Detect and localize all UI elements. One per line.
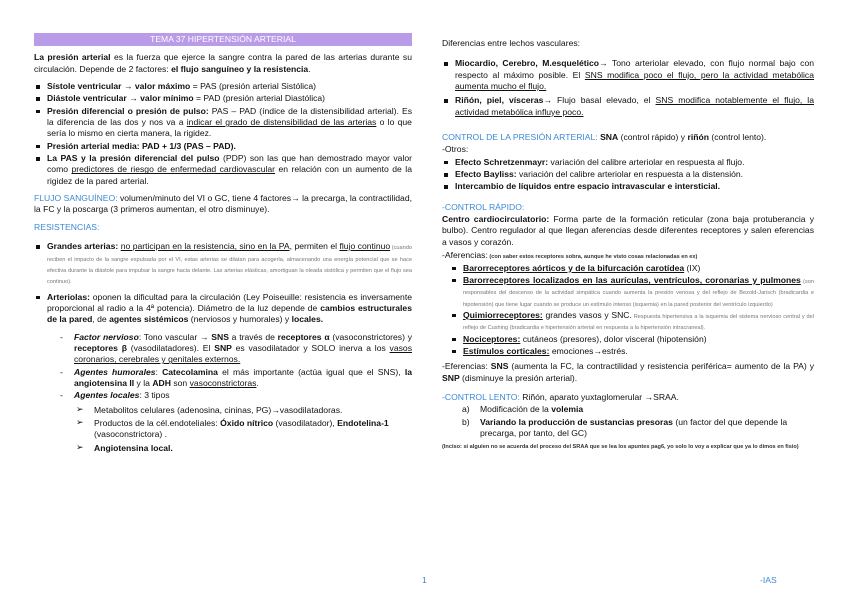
item-text: son	[170, 377, 190, 388]
item-bold: Intercambio de líquidos entre espacio intravascular e intersticial.	[455, 181, 721, 192]
centro-paragraph	[442, 214, 814, 248]
item-bold: Centro cardiocirculatorio:	[442, 214, 550, 225]
item-small-note: (cuando reciben el impacto de la sangre expulsada por el VI, estas arterias se dilatan para acogerla, almacenando una energía potencial que se hace efectiva durante la diástole para impulsar la sangre hacia delante. Las arterias elásticas, amortiguan la oleada sistólica y permiten que el flujo sea continuo).	[47, 245, 412, 286]
control-label: CONTROL DE LA PRESIÓN ARTERIAL:	[442, 132, 598, 143]
item-underlined: Estímulos corticales:	[463, 345, 550, 356]
list-item	[442, 275, 814, 309]
list-item	[34, 106, 412, 140]
item-bold: receptores α	[277, 331, 330, 342]
item-text: o lo que sería lo mismo en cierta manera, la rigidez.	[47, 117, 412, 139]
flujo-paragraph	[34, 193, 412, 216]
list-item	[442, 263, 814, 274]
list-item	[34, 241, 412, 286]
item-bold: ADH	[152, 377, 171, 388]
item-text: (control lento).	[708, 132, 767, 143]
item-term: Diástole ventricular → valor mínimo	[47, 93, 194, 104]
diferencias-heading: Diferencias entre lechos vasculares:	[442, 38, 581, 48]
item-text: variación del calibre arteriolar en respuesta al flujo.	[548, 156, 745, 167]
item-text: (aumenta la FC, la contractilidad y resistencia periférica= aumento de la PA) y	[508, 361, 814, 372]
item-bold: la angiotensina II	[74, 366, 412, 388]
item-label: Factor nervioso	[74, 331, 139, 342]
item-term: Sístole ventricular → valor máximo	[47, 81, 191, 92]
item-text: (vasoconstrictora) .	[94, 429, 168, 440]
item-text: .	[256, 377, 259, 388]
item-bold: cambios estructurales de la pared	[47, 302, 412, 325]
item-bold: receptores β	[74, 342, 127, 353]
item-text: : Tono vascular →	[138, 331, 212, 342]
item-bold: Efecto Schretzenmayr:	[455, 156, 549, 167]
item-bold: volemia	[551, 404, 584, 415]
list-item	[76, 405, 412, 416]
list-item	[442, 169, 814, 180]
item-text: cutáneos (presores), dolor visceral (hipotensión)	[520, 333, 707, 344]
item-text: (un factor del que depende la precarga, por tanto, del GC)	[480, 416, 788, 438]
list-item	[34, 81, 412, 92]
list-item	[34, 141, 412, 152]
list-item	[462, 404, 814, 415]
list-item	[462, 417, 814, 440]
item-text: Forma parte de la formación reticular (zona baja protuberancia y bulbo). Centro regulador al que llegan aferencias desde diferentes receptores y salen eferencias a vasos y corazón.	[442, 214, 814, 247]
item-text: (control rápido) y	[618, 132, 688, 143]
item-text: (vasodilatador),	[273, 417, 338, 428]
list-item	[442, 346, 814, 357]
flujo-label: FLUJO SANGUÍNEO:	[34, 193, 118, 204]
list-item	[76, 418, 412, 441]
aferencias-list	[442, 263, 814, 358]
list-item	[442, 95, 814, 118]
item-bold: SNP	[214, 342, 232, 353]
list-item	[34, 93, 412, 104]
item-small-note: Respuesta hipertensiva a la isquemia del sistema nervioso central y del reflejo de Cushing (bradicardia e hipertensión arterial en respuesta a la hipertensión intracraneal).	[463, 313, 814, 332]
item-term: Presión arterial media: PAD + 1/3 (PAS – PAD).	[47, 140, 236, 151]
list-item	[442, 58, 814, 92]
item-text: el más importante (actúa igual que el SNS),	[217, 366, 405, 377]
item-term: Presión diferencial o presión de pulso:	[47, 105, 209, 116]
item-bold: Efecto Bayliss:	[455, 169, 517, 180]
item-underlined: predictores de riesgo de enfermedad cardiovascular	[71, 164, 276, 175]
flujo-text: volumen/minuto del VI o GC, tiene 4 factores→ la precarga, la contractilidad, la FC y la poscarga (3 primeros aumentan, el otro disminuye).	[34, 193, 412, 215]
item-bold: Angiotensina local.	[94, 442, 173, 453]
item-text: y la	[134, 377, 153, 388]
item-bold: Variando la producción de sustancias presoras	[480, 416, 673, 427]
item-text: : 3 tipos	[139, 390, 170, 401]
item-term: Grandes arterias:	[47, 241, 119, 252]
list-item	[34, 153, 412, 187]
item-bold: Catecolamina	[162, 366, 218, 377]
item-bold: SNA	[600, 132, 619, 143]
item-underlined: no participan en la resistencia, sino en la PA	[120, 241, 290, 252]
pressure-list	[34, 81, 412, 187]
locales-list	[76, 405, 412, 454]
intro-term: La presión arterial	[34, 52, 111, 63]
item-text: PAS – PAD (índice de la distensibilidad arterial). Es la diferencia de las dos y nos va a	[47, 105, 412, 128]
item-text: :	[155, 366, 163, 377]
page-number: 1	[422, 575, 427, 585]
item-text: en relación con un aumento de la rigidez de la pared arterial.	[47, 164, 412, 186]
item-text: variación del calibre arteriolar en respuesta a la distensión.	[516, 169, 744, 180]
item-underlined: Nociceptores:	[463, 333, 521, 344]
item-underlined: vasos coronarios, cerebrales y genitales externos.	[74, 342, 412, 365]
item-bold: riñón	[687, 132, 709, 143]
item-text: , permiten el	[289, 241, 340, 252]
item-bold: Óxido nítrico	[220, 417, 274, 428]
item-text: (vasodilatadores). El	[126, 342, 215, 353]
right-column	[442, 38, 814, 451]
item-text: = PAD (presión arterial Diastólica)	[193, 93, 326, 104]
item-underlined: indicar el grado de distensibilidad de las arterias	[186, 117, 377, 128]
left-column	[34, 33, 412, 456]
control-heading	[442, 132, 814, 143]
intro-end: .	[308, 63, 311, 74]
item-text: grandes vasos y SNC.	[542, 309, 632, 320]
aferencias-line	[442, 250, 814, 261]
item-underlined: vasoconstrictoras	[189, 377, 257, 388]
item-underlined: Barorreceptores localizados en las aurículas, ventrículos, coronarias y pulmones	[463, 274, 801, 285]
list-item	[76, 443, 412, 454]
page-title: TEMA 37 HIPERTENSIÓN ARTERIAL	[34, 33, 412, 46]
item-text: oponen la dificultad para la circulación (Ley Poiseuille: resistencia es inversamente proporcional al radio a la 4ª potencia). Diámetro de la luz depende de	[47, 291, 412, 313]
item-text: (IX)	[684, 262, 701, 273]
item-text: = PAS (presión arterial Sistólica)	[190, 81, 316, 92]
lento-heading	[442, 392, 814, 403]
author-tag: -IAS	[760, 575, 777, 585]
lento-label: -CONTROL LENTO:	[442, 391, 520, 402]
item-bold: Riñón, piel, vísceras	[455, 95, 544, 106]
item-text: -Eferencias:	[442, 361, 491, 372]
item-label: Agentes humorales	[74, 366, 156, 377]
agentes-list	[58, 332, 412, 402]
item-text: → Tono arteriolar elevado, con flujo normal bajo con respecto al máximo posible. El	[455, 58, 814, 80]
otros-list	[442, 157, 814, 193]
eferencias-paragraph	[442, 361, 814, 384]
intro-paragraph	[34, 52, 412, 75]
item-marker: b)	[462, 416, 470, 427]
list-item	[58, 332, 412, 366]
lento-note: (Inciso: si alguien no se acuerda del proceso del SRAA que se lea los apuntes pag6, yo solo lo voy a explicar que ya lo dimos en fisio)	[442, 444, 799, 451]
list-item	[442, 310, 814, 333]
resistencias-list	[34, 241, 412, 325]
item-bold: SNS	[490, 361, 509, 372]
otros-label: -Otros:	[442, 144, 469, 155]
item-underlined: Quimiorreceptores:	[463, 309, 543, 320]
item-text: es vasodilatador y SOLO inerva a los	[231, 342, 390, 353]
aferencias-label: -Aferencias:	[442, 250, 488, 261]
item-text: → Flujo basal elevado, el	[543, 95, 656, 106]
item-bold: locales.	[291, 314, 324, 325]
resistencias-heading: RESISTENCIAS:	[34, 221, 100, 232]
lento-list	[462, 404, 814, 439]
item-text: Modificación de la	[480, 404, 552, 415]
item-underlined: Barorreceptores aórticos y de la bifurcación carotídea	[463, 262, 685, 273]
item-text: (disminuye la presión arterial).	[459, 372, 578, 383]
list-item	[58, 367, 412, 390]
diferencias-list	[442, 58, 814, 118]
item-text: (nerviosos y humorales) y	[188, 314, 292, 325]
item-bold: agentes sistémicos	[109, 314, 189, 325]
item-underlined: SNS modifica poco el flujo, pero la actividad metabólica aumenta mucho el flujo.	[455, 69, 814, 92]
item-bold: SNP	[442, 372, 460, 383]
item-text: , de	[92, 314, 110, 325]
item-text: Riñón, aparato yuxtaglomerular →SRAA.	[519, 391, 679, 402]
item-text: emociones→estrés.	[549, 345, 628, 356]
item-marker: a)	[462, 404, 470, 415]
item-bold: SNS	[211, 331, 229, 342]
item-small-note: (son responsables del descenso de la actividad simpática cuando aumenta la presión venosa y del reflejo de Bezold-Jarisch (bradicardia e hipotensión) que tiene lugar cuando se produce un estímulo intenso (isquemia) en la pared posterior del ventrículo izquierdo)	[463, 278, 814, 308]
list-item	[34, 292, 412, 326]
intro-factors: el flujo sanguíneo y la resistencia	[171, 63, 309, 74]
list-item	[58, 390, 412, 401]
intro-text: es la fuerza que ejerce la sangre contra la pared de las arterias durante su circulación. Depende de 2 factores:	[34, 52, 412, 74]
item-text: Metabolitos celulares (adenosina, cininas, PG)→vasodilatadoras.	[94, 404, 343, 415]
item-bold: Miocardio, Cerebro, M.esquelético	[455, 58, 600, 69]
item-text: (vasoconstrictores) y	[329, 331, 412, 342]
item-label: Agentes locales	[74, 390, 140, 401]
item-underlined: SNS modifica notablemente el flujo, la actividad metabólica influye poco.	[455, 95, 814, 117]
item-text: a través de	[228, 331, 278, 342]
item-term: Arteriolas:	[47, 291, 90, 302]
item-text: Productos de la cél.endoteliales:	[94, 417, 221, 428]
rapido-heading: -CONTROL RÁPIDO:	[442, 201, 525, 212]
item-bold: Endotelina-1	[337, 417, 389, 428]
item-text: (PDP) son las que han demostrado mayor valor como	[47, 153, 413, 175]
list-item	[442, 157, 814, 168]
item-underlined: flujo continuo	[339, 241, 391, 252]
item-term: La PAS y la presión diferencial del pulso	[47, 153, 220, 164]
list-item	[442, 181, 814, 192]
aferencias-note: (con saber estos receptores sobra, aunque he visto cosas relacionadas en ex)	[487, 254, 698, 261]
list-item	[442, 334, 814, 345]
